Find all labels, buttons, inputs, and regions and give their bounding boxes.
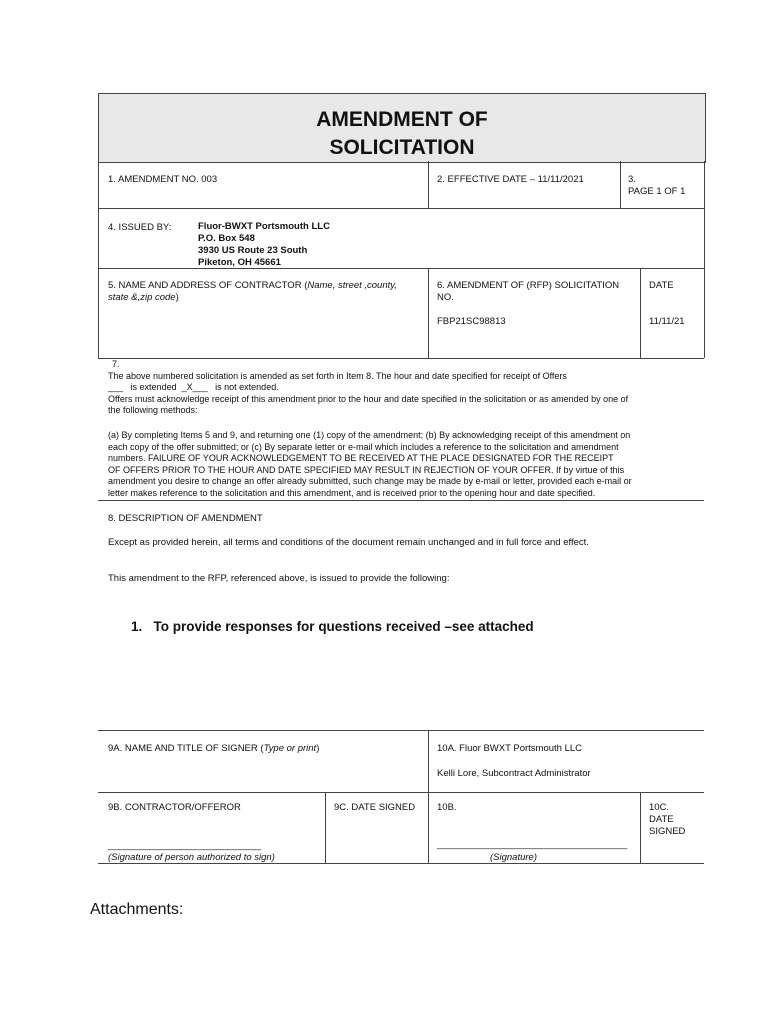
- effective-date: 2. EFFECTIVE DATE – 11/11/2021: [437, 174, 584, 185]
- fbp-date-signed-label: 10C. DATE SIGNED: [649, 802, 686, 837]
- attachments-heading: Attachments:: [90, 901, 184, 918]
- contractor-address-label: 5. NAME AND ADDRESS OF CONTRACTOR (Name, street ,county, state &,zip code): [108, 280, 397, 303]
- item-8-label: 8. DESCRIPTION OF AMENDMENT: [108, 513, 263, 524]
- fbp-signer-label: 10A. Fluor BWXT Portsmouth LLC: [437, 743, 583, 754]
- issuer-line: 3930 US Route 23 South: [198, 245, 308, 256]
- fbp-signer-name: Kelli Lore, Subcontract Administrator: [437, 768, 591, 779]
- amendment-list-item: [131, 619, 534, 634]
- contractor-signature-label: 9B. CONTRACTOR/OFFEROR: [108, 802, 241, 813]
- fbp-signature-caption: (Signature): [490, 852, 537, 863]
- date-signed-label: 9C. DATE SIGNED: [334, 802, 416, 813]
- item-7-methods: (a) By completing Items 5 and 9, and returning one (1) copy of the amendment; (b) By acknowledging receipt of this amendment on each copy of the offer submitted; or (c) By separate letter or e-mail which includes a reference to the solicitation and amendment numbers. FAILURE OF YOUR ACKNOWLEDGEMENT TO BE RECEIVED AT THE PLACE DESIGNATED FOR THE RECEIPT OF OFFERS PRIOR TO THE HOUR AND DATE SPECIFIED MAY RESULT IN REJECTION OF YOUR OFFER. If by virtue of this amendment you desire to change an offer already submitted, such change may be made by e-mail or letter, provided each e-mail or letter makes reference to the solicitation and this amendment, and is received prior to the opening hour and date specified.: [108, 430, 632, 498]
- issuer-address: [198, 221, 330, 269]
- amendment-number: 1. AMENDMENT NO. 003: [108, 174, 218, 185]
- item-7-text: The above numbered solicitation is amended as set forth in Item 8. The hour and date specified for receipt of Offers: [108, 370, 567, 381]
- issuer-line: Piketon, OH 45661: [198, 257, 281, 268]
- page-number-label: 3.: [628, 174, 636, 185]
- page-number: PAGE 1 OF 1: [628, 186, 686, 197]
- issuer-line: Fluor-BWXT Portsmouth LLC: [198, 221, 330, 232]
- item-7-text: the following methods:: [108, 405, 198, 416]
- item-8-paragraph: Except as provided herein, all terms and conditions of the document remain unchanged and in full force and effect.: [108, 537, 589, 548]
- page-title: [98, 106, 706, 162]
- contractor-signature-line: _____________________________: [108, 840, 262, 851]
- item-8-paragraph: This amendment to the RFP, referenced above, is issued to provide the following:: [108, 573, 450, 584]
- page-title-line1: AMENDMENT OF: [316, 108, 488, 131]
- solicitation-date: 11/11/21: [649, 316, 685, 327]
- item-7-extension: ___ is extended _X___ is not extended.: [108, 382, 279, 393]
- fbp-signature-line: ____________________________________: [437, 839, 628, 850]
- item-7-text: Offers must acknowledge receipt of this amendment prior to the hour and date specified in the solicitation or as amended by one of: [108, 393, 629, 404]
- item-7-block: [108, 359, 704, 417]
- fbp-signature-label: 10B.: [437, 802, 457, 813]
- list-text: To provide responses for questions received –see attached: [153, 619, 534, 634]
- contractor-signature-caption: (Signature of person authorized to sign): [108, 852, 275, 863]
- solicitation-number: FBP21SC98813: [437, 316, 506, 327]
- signer-label: 9A. NAME AND TITLE OF SIGNER (Type or print): [108, 743, 320, 754]
- list-number: 1.: [131, 619, 143, 634]
- page-title-line2: SOLICITATION: [329, 136, 475, 159]
- issued-by-label: 4. ISSUED BY:: [108, 222, 172, 233]
- item-7-number: 7.: [112, 359, 120, 369]
- solicitation-date-label: DATE: [649, 280, 674, 291]
- issuer-line: P.O. Box 548: [198, 233, 255, 244]
- solicitation-label: 6. AMENDMENT OF (RFP) SOLICITATION NO.: [437, 280, 620, 303]
